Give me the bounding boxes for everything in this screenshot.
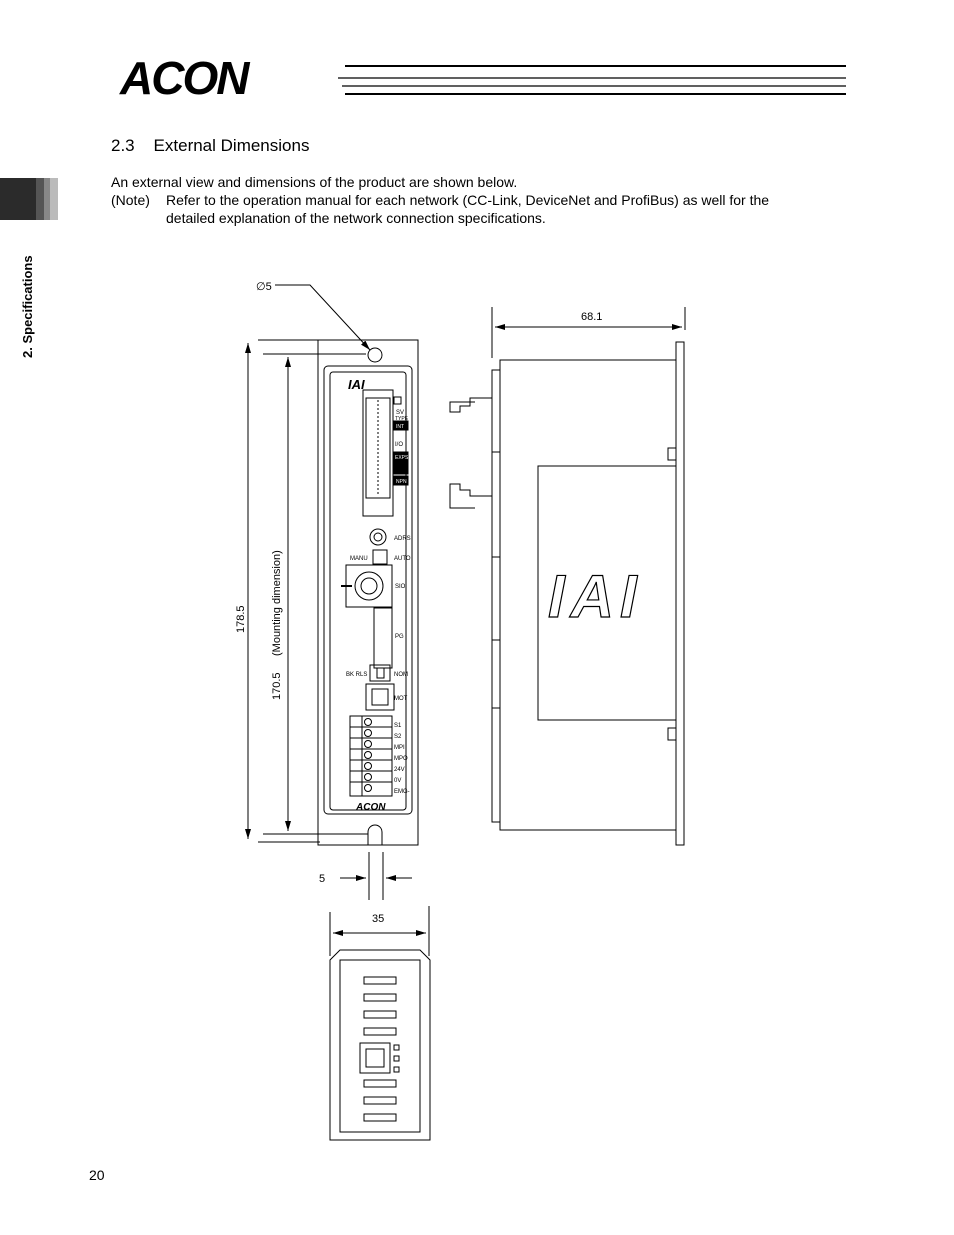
front-label-8: MANU [350, 556, 368, 562]
front-label-15: S1 [394, 723, 402, 729]
note-line-2: detailed explanation of the network connection specifications. [166, 210, 546, 226]
front-label-18: MPO [394, 756, 408, 762]
front-label-19: 24V [394, 767, 405, 773]
front-label-17: MPI [394, 745, 405, 751]
acon-logo-text: ACON [120, 52, 248, 100]
hole-diameter-label: ∅5 [256, 281, 272, 293]
height-total-label: 178.5 [235, 605, 247, 633]
front-label-5: EXPS [395, 455, 409, 461]
front-label-13: NOM [394, 672, 408, 678]
front-label-10: SIO [395, 584, 406, 590]
note-line-1: Refer to the operation manual for each network (CC-Link, DeviceNet and ProfiBus) as well for the [166, 192, 770, 208]
side-view [450, 342, 684, 845]
front-label-11: PG [395, 634, 404, 640]
front-label-9: AUTO [394, 556, 411, 562]
intro-text: An external view and dimensions of the product are shown below. [111, 174, 518, 190]
mount-dimension-label: (Mounting dimension) [271, 550, 283, 656]
front-view-labels [346, 377, 411, 813]
section-number: 2.3 [111, 136, 135, 155]
front-label-4: I/O [395, 442, 404, 448]
depth-label: 68.1 [581, 311, 603, 323]
chapter-label: 2. Specifications [20, 255, 35, 358]
front-label-21: EMG- [394, 789, 410, 795]
front-label-12: BK RLS [346, 672, 368, 678]
front-label-3: INT [396, 424, 405, 430]
front-label-14: MOT [394, 696, 408, 702]
front-label-20: 0V [394, 778, 402, 784]
front-label-1: SV [396, 410, 405, 416]
front-label-2: TYPE [395, 416, 409, 422]
front-label-6: NPN [396, 479, 407, 485]
front-acon-logo: ACON [356, 802, 386, 813]
slot-width-label: 5 [319, 873, 326, 885]
side-iai-logo: IAI [548, 563, 643, 630]
section-title-text: External Dimensions [153, 136, 310, 155]
page-number: 20 [89, 1167, 105, 1183]
front-label-16: S2 [394, 734, 402, 740]
height-mount-label: 170.5 [271, 672, 283, 700]
front-label-7: ADRS [394, 536, 411, 542]
note-label: (Note) [111, 192, 150, 208]
bottom-view [330, 950, 430, 1140]
front-iai-logo: IAI [348, 377, 365, 392]
width-label: 35 [372, 913, 385, 925]
